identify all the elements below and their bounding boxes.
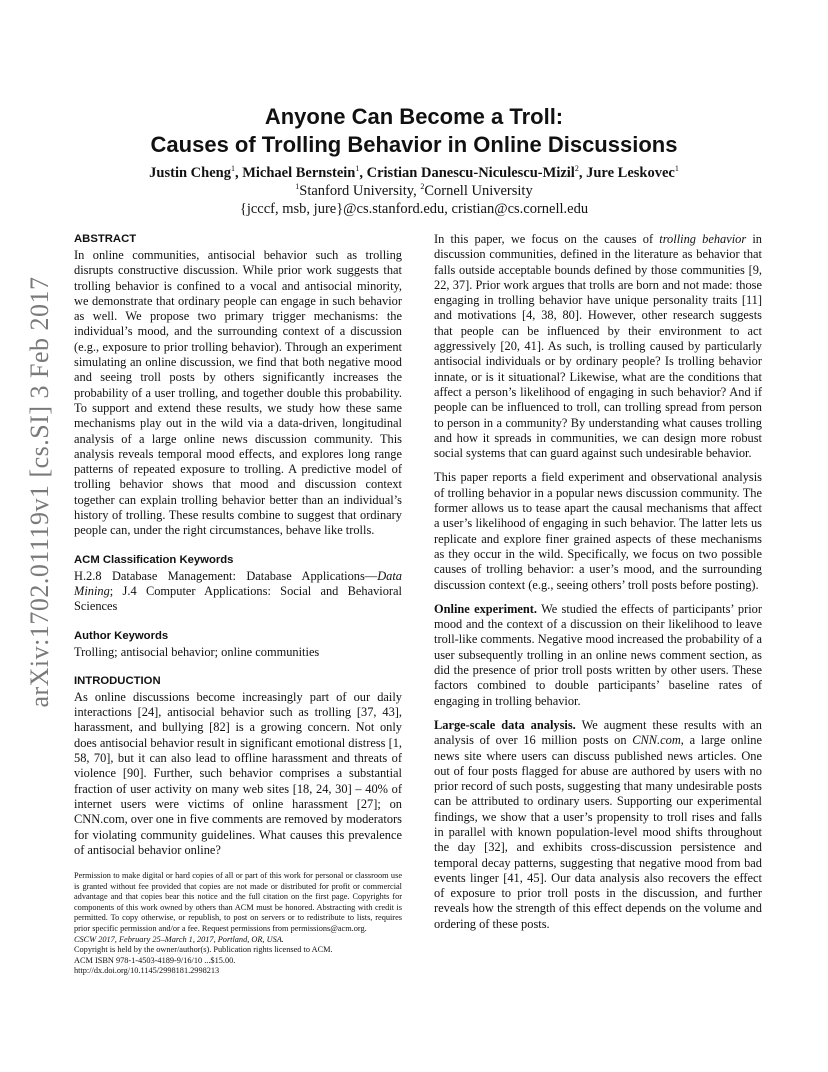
author-keywords-heading: Author Keywords (74, 629, 169, 642)
italic-run: CNN.com (632, 733, 681, 748)
introduction-text: As online discussions become increasingly part of our daily interactions [24], antisocial behavior such as trolling [37, 43], harassment, and bullying [82] is a growing concern. Not only does antisocial behavior result in significant emotional distress [1, 58, 70], but it can also lead to offline harassment and threats of violence [90]. Further, such behavior comprises a substantial fraction of user activity on many web sites [18, 24, 30] – 40% of internet users were victims of online harassment [27]; on CNN.com, over one in five comments are removed by moderators for violating community guidelines. What causes this prevalence of antisocial behavior online? (74, 689, 402, 857)
intro-paragraph (434, 232, 762, 461)
affiliation-1: Stanford University, (299, 183, 421, 199)
acm-text-part: ; J.4 Computer Applications: Social and Behavioral Sciences (74, 583, 402, 614)
abstract-heading: ABSTRACT (74, 233, 137, 245)
paper-title-line-2: Causes of Trolling Behavior in Online Discussions (150, 132, 678, 157)
author-name: Cristian Danescu-Niculescu-Mizil (366, 165, 575, 181)
affiliation-mark: 1 (674, 164, 679, 174)
acm-text-part: H.2.8 Database Management: Database Applications— (74, 568, 378, 583)
run-in-heading: Large-scale data analysis. (434, 717, 576, 732)
affiliation-mark: 2 (420, 182, 425, 192)
text-run: We studied the effects of participants’ prior mood and the context of a discussion on their likelihood to leave troll-like comments. Negative mood increased the probability of a user subsequently trolling in an online news comment section, as did the presence of prior troll posts written by other users. These factors combined to double participants’ baseline rates of engaging in trolling behavior. (434, 601, 762, 708)
author-emails: {jcccf, msb, jure}@cs.stanford.edu, cristian@cs.cornell.edu (239, 201, 589, 217)
text-run: In this paper, we focus on the causes of (434, 232, 660, 246)
online-experiment-paragraph (434, 602, 762, 709)
run-in-heading: Online experiment. (434, 601, 538, 616)
affiliations (0, 182, 828, 200)
permission-notice: Permission to make digital or hard copies of all or part of this work for personal or classroom use is granted without fee provided that copies are not made or distributed for profit or commercial advantage and that copies bear this notice and the full citation on the first page. Copyrights for components of this work owned by others than ACM must be honored. Abstracting with credit is permitted. To copy otherwise, or republish, to post on servers or to redistribute to lists, requires prior specific permission and/or a fee. Request permissions from permissions@acm.org. (74, 871, 402, 934)
affiliation-mark: 1 (295, 182, 300, 192)
conference-info: CSCW 2017, February 25–March 1, 2017, Portland, OR, USA. (74, 934, 284, 944)
introduction-heading: INTRODUCTION (74, 674, 161, 687)
author-name: Michael Bernstein (242, 165, 356, 181)
affiliation-2: Cornell University (424, 183, 533, 199)
data-analysis-paragraph (434, 718, 762, 932)
affiliation-mark: 1 (230, 164, 235, 174)
arxiv-identifier: arXiv:1702.01119v1 [cs.SI] 3 Feb 2017 (25, 276, 54, 708)
acm-classification-heading: ACM Classification Keywords (74, 553, 234, 566)
overview-paragraph: This paper reports a field experiment and observational analysis of trolling behavior in a popular news discussion community. The former allows us to tease apart the causal mechanisms that affect a user’s likelihood of engaging in such behavior. The latter lets us replicate and explore finer grained aspects of these mechanisms as they occur in the wild. Specifically, we focus on two possible causes of trolling behavior: a user’s mood, and the surrounding discussion context (e.g., seeing others’ troll posts before posting). (434, 470, 762, 592)
text-run: in discussion communities, defined in the literature as behavior that falls outside acceptable bounds defined by those communities [9, 22, 37]. Prior work argues that trolls are born and not made: those engaging in trolling behavior have unique personality traits [11] and motivations [4, 38, 80]. However, other research suggests that people can be influenced by their environment to act aggressively [20, 41]. As such, is trolling caused by particularly antisocial individuals or by ordinary people? Is trolling behavior innate, or is it situational? Likewise, what are the conditions that affect a person’s likelihood of engaging in such behavior? And if people can be influenced to troll, can trolling spread from person to person in a community? By understanding what causes trolling and how it spreads in communities, we can design more robust social systems that can guard against such undesirable behavior. (434, 232, 762, 461)
copyright-footnote (74, 871, 402, 977)
left-column (74, 232, 402, 977)
affiliation-mark: 1 (355, 164, 360, 174)
author-list: Justin Cheng$^1$, Michael Bernstein$^1$, Cristian Danescu-Niculescu-Mizil$^2$, Jure Leskovec$^1$ (149, 164, 679, 181)
author-name: Justin Cheng (149, 165, 231, 181)
text-run: We augment these results with an analysis of over 16 million posts on (434, 717, 763, 748)
author-keywords-text: Trolling; antisocial behavior; online communities (74, 644, 320, 659)
italic-run: trolling behavior (659, 232, 747, 246)
title-block (0, 103, 828, 218)
isbn-line: ACM ISBN 978-1-4503-4189-9/16/10 ...$15.00. (74, 955, 236, 965)
acm-classification-text (74, 569, 402, 615)
doi-link[interactable]: http://dx.doi.org/10.1145/2998181.2998213 (74, 966, 220, 976)
abstract-text: In online communities, antisocial behavior such as trolling disrupts constructive discussion. While prior work suggests that trolling behavior is confined to a vocal and antisocial minority, we demonstrate that ordinary people can engage in such behavior as well. We propose two primary trigger mechanisms: the individual’s mood, and the surrounding context of a discussion (e.g., exposure to prior trolling behavior). Through an experiment simulating an online discussion, we find that both negative mood and seeing troll posts by others significantly increases the probability of a user trolling, and together double this probability. To support and extend these results, we study how these same mechanisms play out in the wild via a data-driven, longitudinal analysis of a large online news discussion community. This analysis reveals temporal mood effects, and explores long range patterns of repeated exposure to trolling. A predictive model of trolling behavior shows that mood and discussion context together can explain trolling behavior better than an individual’s history of trolling. These results combine to suggest that ordinary people can, under the right circumstances, behave like trolls. (74, 248, 402, 538)
acm-text-italic: Data Mining (74, 568, 402, 598)
right-column (434, 232, 762, 941)
author-name: Jure Leskovec (586, 165, 675, 181)
paper-title-line-1: Anyone Can Become a Troll: (264, 104, 564, 129)
copyright-line: Copyright is held by the owner/author(s). Publication rights licensed to ACM. (74, 945, 333, 955)
text-run: , a large online news site where users can discuss published news articles. One out of four posts flagged for abuse are authored by users with no prior record of such posts, suggesting that many undesirable posts can be attributed to ordinary users. Supporting our experimental findings, we show that a user’s propensity to troll rises and falls in parallel with known population-level mood shifts throughout the day [32], and exhibits cross-discussion persistence and temporal decay patterns, suggesting that negative mood from bad events linger [41, 45]. Our data analysis also recovers the effect of exposure to prior troll posts in the discussion, and further reveals how the strength of this effect depends on the volume and ordering of these posts. (434, 733, 762, 931)
affiliation-mark: 2 (574, 164, 579, 174)
